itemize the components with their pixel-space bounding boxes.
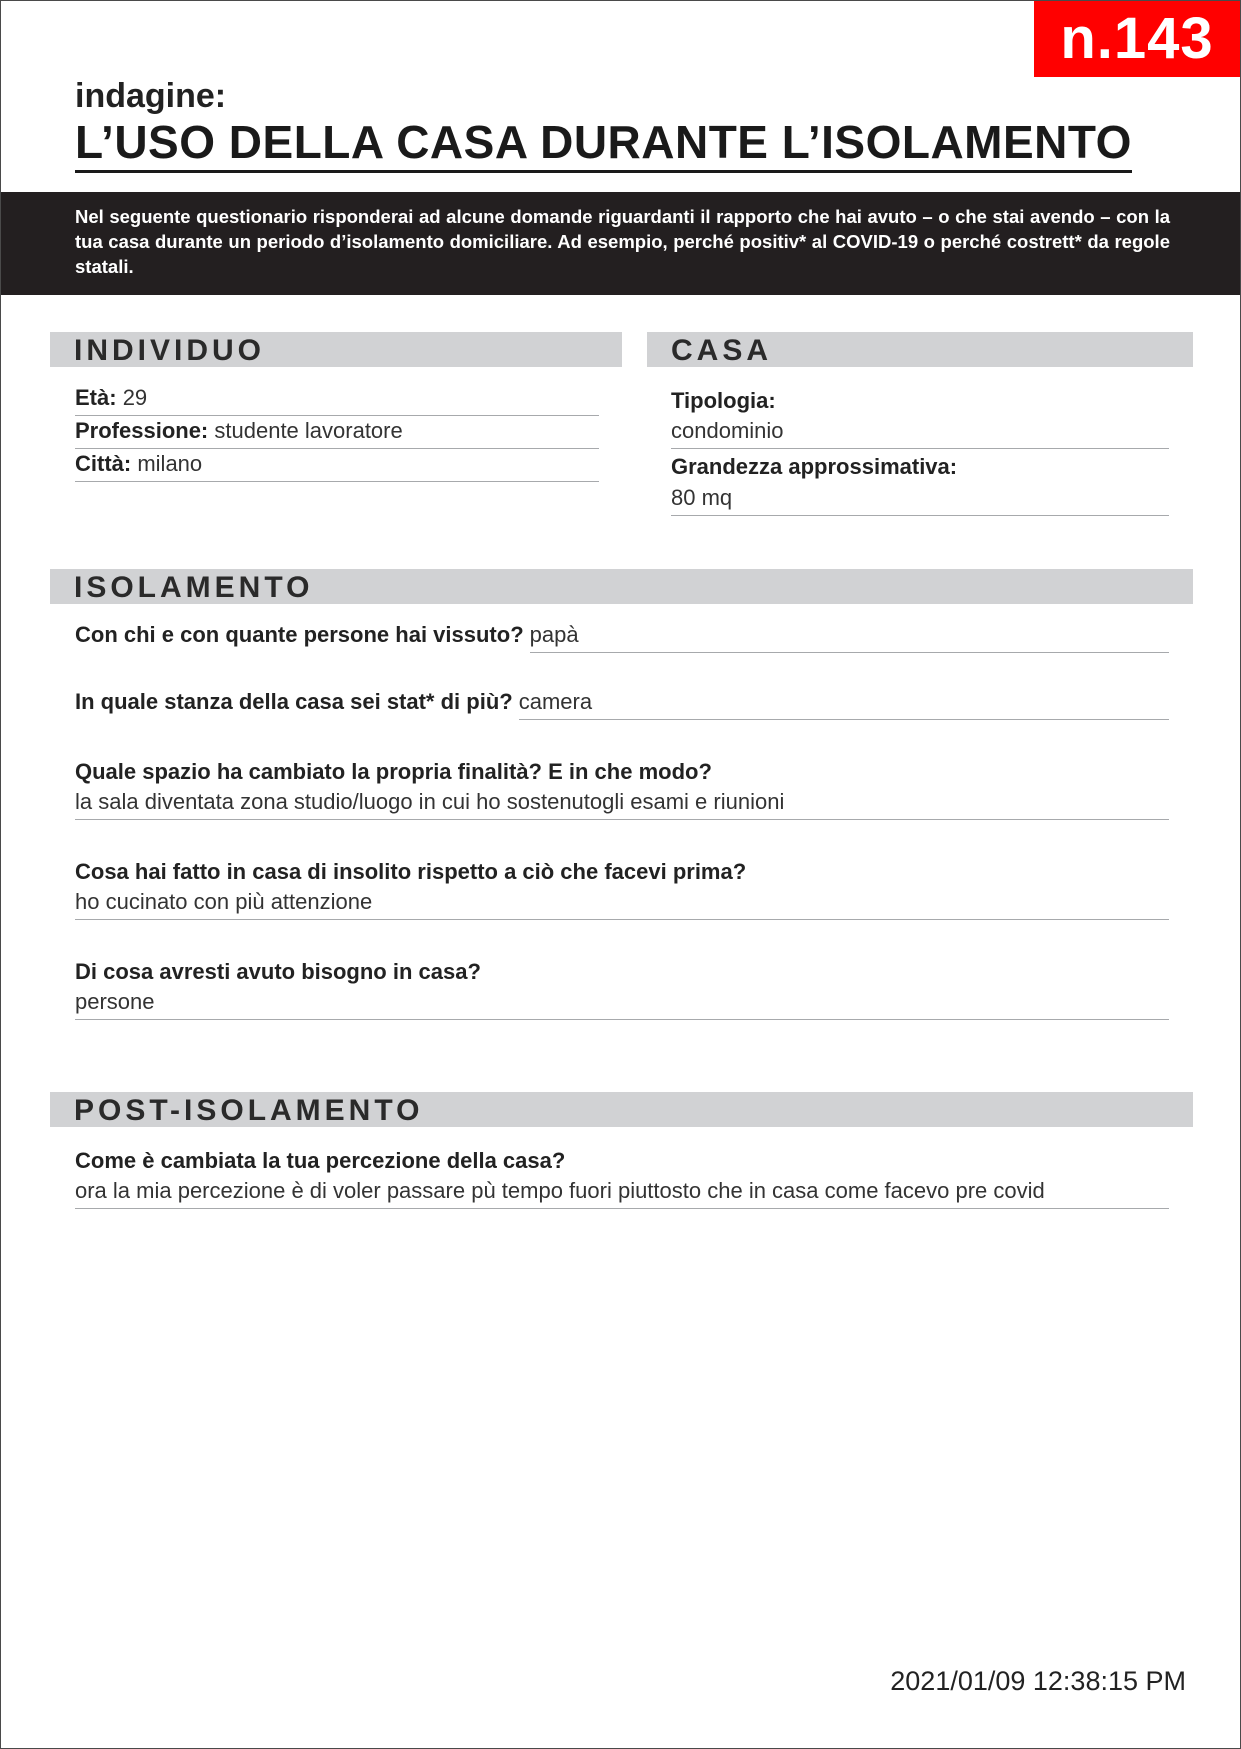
question-persone-answer[interactable]: papà xyxy=(530,620,1169,653)
question-insolito-answer[interactable]: ho cucinato con più attenzione xyxy=(75,887,1169,920)
intro-text: Nel seguente questionario risponderai ad alcune domande riguardanti il rapporto che hai avuto – o che stai avendo – con la tua casa durante un periodo d’isolamento domiciliare. Ad esempio, perché positiv* al COVID-19 o perché costrett* da regole statali. xyxy=(1,192,1241,295)
field-eta[interactable] xyxy=(75,383,599,416)
question-persone xyxy=(75,620,1169,653)
section-header-casa: CASA xyxy=(647,332,1193,367)
question-stanza-label: In quale stanza della casa sei stat* di più? xyxy=(75,689,513,714)
field-professione[interactable] xyxy=(75,416,599,449)
question-stanza xyxy=(75,687,1169,720)
field-grandezza-label: Grandezza approssimativa: xyxy=(671,454,958,479)
question-spazio-answer[interactable]: la sala diventata zona studio/luogo in cui ho sostenutogli esami e riunioni xyxy=(75,787,1169,820)
question-insolito-label: Cosa hai fatto in casa di insolito rispetto a ciò che facevi prima? xyxy=(75,859,747,884)
question-bisogno-answer[interactable]: persone xyxy=(75,987,1169,1020)
section-header-post-isolamento: POST-ISOLAMENTO xyxy=(50,1092,1193,1127)
question-spazio-label: Quale spazio ha cambiato la propria finalità? E in che modo? xyxy=(75,759,712,784)
section-header-isolamento: ISOLAMENTO xyxy=(50,569,1193,604)
question-bisogno-label: Di cosa avresti avuto bisogno in casa? xyxy=(75,959,481,984)
section-header-individuo: INDIVIDUO xyxy=(50,332,622,367)
field-professione-label: Professione: xyxy=(75,418,209,443)
form-number-badge: n.143 xyxy=(1034,1,1240,77)
field-tipologia-label: Tipologia: xyxy=(671,388,776,413)
page-title: L’USO DELLA CASA DURANTE L’ISOLAMENTO xyxy=(75,117,1132,173)
question-persone-label: Con chi e con quante persone hai vissuto? xyxy=(75,622,524,647)
field-citta-value: milano xyxy=(137,451,203,476)
field-professione-value: studente lavoratore xyxy=(214,418,403,443)
field-eta-value: 29 xyxy=(122,385,148,410)
field-tipologia-value[interactable]: condominio xyxy=(671,416,1169,449)
question-percezione-answer[interactable]: ora la mia percezione è di voler passare pù tempo fuori piuttosto che in casa come facevo pre covid xyxy=(75,1176,1169,1209)
field-grandezza-value[interactable]: 80 mq xyxy=(671,483,1169,516)
field-citta-label: Città: xyxy=(75,451,132,476)
timestamp: 2021/01/09 12:38:15 PM xyxy=(890,1666,1186,1696)
question-percezione-label: Come è cambiata la tua percezione della casa? xyxy=(75,1148,566,1173)
header-kicker: indagine: xyxy=(75,77,227,115)
question-stanza-answer[interactable]: camera xyxy=(519,687,1169,720)
field-eta-label: Età: xyxy=(75,385,117,410)
field-citta[interactable] xyxy=(75,449,599,482)
